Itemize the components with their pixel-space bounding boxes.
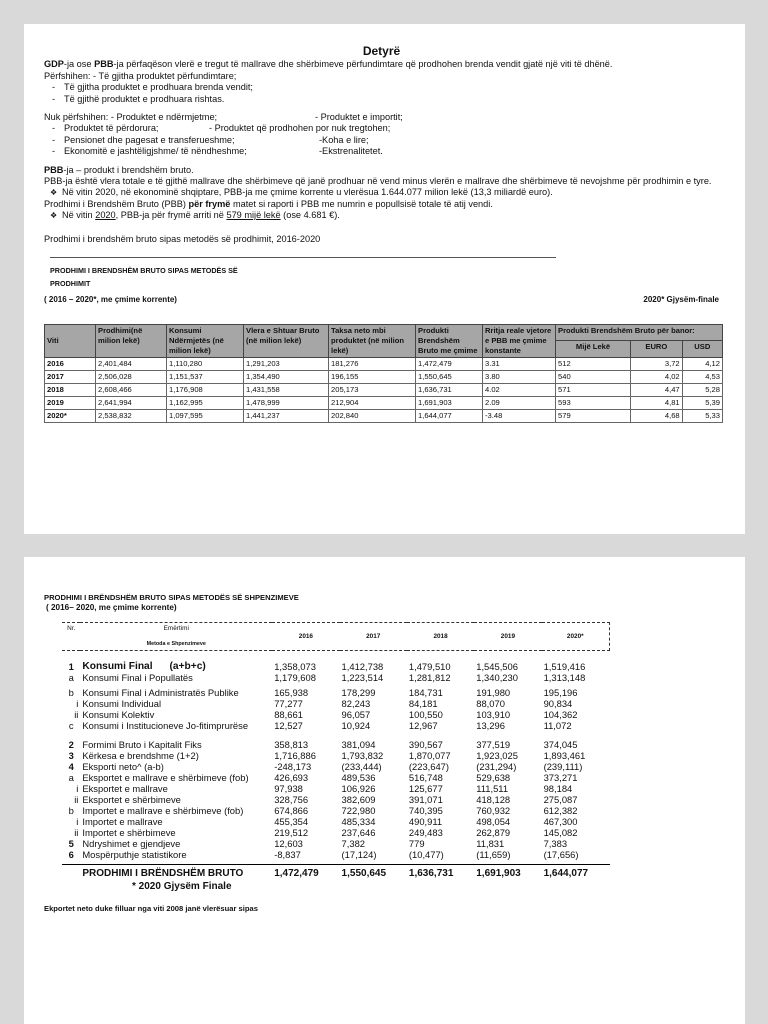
cell-value: 1,313,148 (543, 672, 586, 683)
col-header-growth: Rritja reale vjetore e PBB me çmime konstante (483, 324, 556, 357)
cell-value: 88,070 (476, 698, 505, 709)
cell-name: Eksporti neto^ (a-b) (82, 761, 164, 772)
cell-value: 219,512 (274, 827, 309, 838)
cell-value: 1,545,506 (476, 661, 518, 672)
cell-value: 96,057 (341, 709, 371, 720)
table-row (45, 357, 723, 370)
col-header-year: 2020* (542, 623, 610, 651)
cell-nr: b (68, 805, 74, 816)
cell-value: (17,656) (543, 849, 579, 860)
cell-nr: 3 (68, 750, 74, 761)
table-row (45, 370, 723, 383)
cell-value: 84,181 (408, 698, 438, 709)
cell-name: Formimi Bruto i Kapitalit Fiks (82, 739, 202, 750)
table-subheader (44, 294, 719, 305)
cell-value: 1,519,416 (543, 661, 586, 672)
cell-name: Importet e mallrave (82, 816, 163, 827)
cell-pbb: 1,550,645 (416, 370, 483, 383)
cell-value: 455,354 (274, 816, 309, 827)
table-row (62, 838, 610, 849)
table-row (62, 687, 610, 698)
cell-value: (11,659) (476, 849, 511, 860)
cell-nr: a (68, 672, 74, 683)
cell-year: 2020* (45, 409, 96, 422)
col-header-output: Prodhimi(në milion lekë) (96, 324, 167, 357)
cell-nr: 2 (68, 739, 74, 750)
cell-kons: 1,097,595 (167, 409, 244, 422)
cell-name: Konsumi Kolektiv (82, 709, 155, 720)
cell-euro: 3,72 (631, 357, 683, 370)
table-period: ( 2016 – 2020*, me çmime korrente) (44, 295, 177, 305)
cell-kons: 1,162,995 (167, 396, 244, 409)
cell-value: 1,179,608 (274, 672, 316, 683)
cell-value: 612,382 (543, 805, 578, 816)
table-row (62, 709, 610, 720)
document-page-1 (24, 24, 745, 534)
col-header-year: 2018 (407, 623, 474, 651)
cell-name: Kërkesa e brendshme (1+2) (82, 750, 199, 761)
total-row (62, 865, 610, 880)
table-row (62, 849, 610, 860)
cell-nr: 1 (68, 661, 74, 672)
cell-value: 1,281,812 (408, 672, 451, 683)
cell-taksa: 196,155 (329, 370, 416, 383)
cell-name: Konsumi Final i Administratës Publike (82, 687, 239, 698)
cell-total-value: 1,691,903 (474, 865, 541, 880)
cell-value: 377,519 (476, 739, 511, 750)
cell-value: 13,296 (476, 720, 505, 731)
cell-value: 1,923,025 (476, 750, 518, 761)
included-item: - Të gjithë produktet e prodhuara rishtas. (44, 94, 719, 105)
method-line: Prodhimi i brendshëm bruto sipas metodës së prodhimit, 2016-2020 (44, 233, 321, 244)
col-header-intermediate: Konsumi Ndërmjetës (në milion lekë) (167, 324, 244, 357)
cell-value: 740,395 (408, 805, 443, 816)
cell-usd: 5,28 (682, 383, 722, 396)
cell-value: 391,071 (408, 794, 443, 805)
cell-value: 191,980 (476, 687, 511, 698)
excluded-row: - Pensionet dhe pagesat e transferueshme; -Koha e lire; (44, 135, 719, 146)
cell-name: Mospërputhje statistikore (82, 849, 187, 860)
cell-pbb: 1,472,479 (416, 357, 483, 370)
cell-value: 88,661 (274, 709, 303, 720)
cell-rritja: -3.48 (483, 409, 556, 422)
cell-total-name: PRODHIMI I BRËNDSHËM BRUTO (80, 865, 272, 880)
cell-value: 779 (408, 838, 425, 849)
pbb-2020-stat: ❖ Në vitin 2020, në ekonominë shqiptare, PBB-ja me çmime korrente u vlerësua 1.644.077 milion lekë (13,3 miliardë euro). (44, 187, 719, 198)
cell-value: 1,893,461 (543, 750, 586, 761)
cell-value: 97,938 (274, 783, 303, 794)
cell-value: 106,926 (341, 783, 376, 794)
table-row (45, 383, 723, 396)
expenditure-method-table (62, 622, 610, 879)
table-title: PRODHIMI I BRENDSHËM BRUTO SIPAS METODËS SË (50, 266, 238, 276)
cell-value: 328,756 (274, 794, 309, 805)
cell-kons: 1,151,537 (167, 370, 244, 383)
cell-value: 390,567 (408, 739, 443, 750)
cell-value: 77,277 (274, 698, 303, 709)
table-title: PRODHIMIT (50, 279, 91, 289)
col-header-gva: Vlera e Shtuar Bruto (në milion lekë) (244, 324, 329, 357)
col-header-year: 2017 (340, 623, 407, 651)
cell-value: 529,638 (476, 772, 511, 783)
expenditure-table-title: PRODHIMI I BRËNDSHËM BRUTO SIPAS METODËS SË SHPENZIMEVE (44, 593, 299, 602)
cell-nr: 4 (68, 761, 74, 772)
cell-leke: 579 (556, 409, 631, 422)
cell-value: 373,271 (543, 772, 578, 783)
cell-usd: 4,53 (682, 370, 722, 383)
cell-value: 1,223,514 (341, 672, 384, 683)
production-method-table (44, 324, 723, 423)
cell-value: (10,477) (408, 849, 444, 860)
pbb-description: PBB-ja është vlera totale e të gjithë mallrave dhe shërbimeve që janë prodhuar në vend minus vlerën e mallrave dhe shërbimeve të nevojshme për prodhimin e tyre. (44, 176, 712, 187)
cell-value: 104,362 (543, 709, 578, 720)
cell-value: 418,128 (476, 794, 511, 805)
document-page-2 (24, 557, 745, 1024)
table-row (62, 761, 610, 772)
cell-value: 722,980 (341, 805, 376, 816)
cell-value: 11,831 (476, 838, 505, 849)
cell-value: 12,527 (274, 720, 303, 731)
page-title: Detyrë (362, 44, 401, 58)
cell-value: 249,483 (408, 827, 443, 838)
pbb-per-capita-definition: Prodhimi i Brendshëm Bruto (PBB) për frymë matet si raporti i PBB me numrin e popullsisë totale të atij vendi. (44, 198, 493, 209)
table-row (62, 772, 610, 783)
cell-value: 1,358,073 (274, 661, 316, 672)
cell-nr: ii (74, 827, 79, 838)
cell-leke: 571 (556, 383, 631, 396)
cell-nr: i (76, 816, 79, 827)
excluded-intro: Nuk përfshihen: - Produktet e ndërmjetme; - Produktet e importit; (44, 112, 403, 123)
cell-value: 11,072 (543, 720, 572, 731)
pbb-per-capita-stat: ❖ Në vitin 2020, PBB-ja për frymë arriti në 579 mijë lekë (ose 4.681 €). (44, 210, 719, 221)
gdp-definition: GDP-ja ose PBB-ja përfaqëson vlerë e tregut të mallrave dhe shërbimeve përfundimtare që prodhohen brenda vendit gjatë një viti të dhënë. (44, 59, 613, 70)
semi-final-label: 2020* Gjysëm-finale (643, 295, 719, 305)
cell-name: Eksportet e shërbimeve (82, 794, 181, 805)
cell-value: 1,412,738 (341, 661, 384, 672)
cell-value: 516,748 (408, 772, 443, 783)
pbb-definition: PBB-ja – produkt i brendshëm bruto. (44, 164, 194, 175)
cell-prod: 2,608,466 (96, 383, 167, 396)
cell-vsb: 1,291,203 (244, 357, 329, 370)
table-row (62, 794, 610, 805)
cell-value: 485,334 (341, 816, 376, 827)
col-header-taxes: Taksa neto mbi produktet (në milion lekë) (329, 324, 416, 357)
col-header-year: 2019 (474, 623, 541, 651)
cell-value: 12,967 (408, 720, 438, 731)
table-row (62, 827, 610, 838)
cell-nr: 5 (68, 838, 74, 849)
divider (50, 257, 556, 258)
cell-value: 145,082 (543, 827, 578, 838)
bottom-note: Ekportet neto duke filluar nga viti 2008 janë vlerësuar sipas (44, 904, 258, 913)
cell-taksa: 181,276 (329, 357, 416, 370)
cell-value: 82,243 (341, 698, 371, 709)
table-row (62, 783, 610, 794)
cell-vsb: 1,478,999 (244, 396, 329, 409)
cell-value: -8,837 (274, 849, 301, 860)
cell-usd: 4,12 (682, 357, 722, 370)
col-header-usd: USD (682, 341, 722, 358)
cell-value: 165,938 (274, 687, 309, 698)
cell-name: Konsumi Individual (82, 698, 162, 709)
cell-value: 178,299 (341, 687, 376, 698)
col-header-per-capita: Produkti Brendshëm Bruto për banor: (556, 324, 723, 341)
cell-rritja: 3.80 (483, 370, 556, 383)
cell-taksa: 205,173 (329, 383, 416, 396)
cell-euro: 4,81 (631, 396, 683, 409)
cell-euro: 4,47 (631, 383, 683, 396)
cell-value: 760,932 (476, 805, 511, 816)
cell-prod: 2,538,832 (96, 409, 167, 422)
cell-total-value: 1,636,731 (407, 865, 474, 880)
cell-value: 98,184 (543, 783, 573, 794)
cell-value: (233,444) (341, 761, 382, 772)
cell-nr: ii (74, 709, 79, 720)
cell-value: 381,094 (341, 739, 376, 750)
cell-euro: 4,68 (631, 409, 683, 422)
cell-kons: 1,110,280 (167, 357, 244, 370)
cell-leke: 593 (556, 396, 631, 409)
cell-name: Konsumi i Institucioneve Jo-fitimprurëse (82, 720, 249, 731)
cell-nr: b (68, 687, 74, 698)
cell-value: 1,340,230 (476, 672, 518, 683)
cell-prod: 2,506,028 (96, 370, 167, 383)
cell-value: 12,603 (274, 838, 303, 849)
cell-taksa: 202,840 (329, 409, 416, 422)
cell-vsb: 1,431,558 (244, 383, 329, 396)
cell-value: 358,813 (274, 739, 309, 750)
cell-name: Importet e mallrave e shërbimeve (fob) (82, 805, 244, 816)
cell-name: Konsumi Final i Popullatës (82, 672, 193, 683)
table-row (62, 720, 610, 731)
cell-value: 90,834 (543, 698, 573, 709)
table-row (62, 750, 610, 761)
cell-usd: 5,33 (682, 409, 722, 422)
cell-value: 1,870,077 (408, 750, 451, 761)
cell-rritja: 4.02 (483, 383, 556, 396)
cell-value: 426,693 (274, 772, 309, 783)
cell-pbb: 1,691,903 (416, 396, 483, 409)
cell-name: Eksportet e mallrave (82, 783, 168, 794)
cell-value: 1,716,886 (274, 750, 316, 761)
cell-pbb: 1,644,077 (416, 409, 483, 422)
cell-nr: 6 (68, 849, 74, 860)
included-intro: Përfshihen: - Të gjitha produktet përfundimtare; (44, 70, 237, 81)
cell-value: 7,383 (543, 838, 568, 849)
cell-value: 467,300 (543, 816, 578, 827)
cell-value: 382,609 (341, 794, 376, 805)
cell-usd: 5,39 (682, 396, 722, 409)
table-row (45, 396, 723, 409)
cell-leke: 512 (556, 357, 631, 370)
cell-value: (239,111) (543, 761, 583, 772)
cell-value: 498,054 (476, 816, 511, 827)
excluded-row: - Produktet të përdorura; - Produktet që prodhohen por nuk tregtohen; (44, 123, 719, 134)
semi-final-note: * 2020 Gjysëm Finale (132, 881, 232, 892)
cell-nr: a (68, 772, 74, 783)
cell-nr: i (76, 698, 79, 709)
col-header-name: Emërtimi Metoda e Shpenzimeve (80, 623, 272, 651)
cell-value: 10,924 (341, 720, 371, 731)
cell-value: 103,910 (476, 709, 511, 720)
cell-value: 111,511 (476, 783, 509, 794)
cell-year: 2017 (45, 370, 96, 383)
cell-value: (17,124) (341, 849, 377, 860)
cell-name: Ndryshimet e gjendjeve (82, 838, 181, 849)
cell-vsb: 1,441,237 (244, 409, 329, 422)
col-header-year: Viti (45, 324, 96, 357)
cell-name: Eksportet e mallrave e shërbimeve (fob) (82, 772, 249, 783)
cell-value: 1,793,832 (341, 750, 384, 761)
cell-nr: i (76, 783, 79, 794)
cell-prod: 2,641,994 (96, 396, 167, 409)
cell-name: Importet e shërbimeve (82, 827, 176, 838)
cell-vsb: 1,354,490 (244, 370, 329, 383)
cell-value: -248,173 (274, 761, 312, 772)
cell-value: 1,479,510 (408, 661, 451, 672)
excluded-row: - Ekonomitë e jashtëligjshme/ të nëndheshme; -Ekstrenalitetet. (44, 146, 719, 157)
cell-value: 490,911 (408, 816, 443, 827)
cell-name: Konsumi Final (a+b+c) (82, 661, 206, 672)
table-row (62, 816, 610, 827)
table-row (62, 698, 610, 709)
cell-value: 100,550 (408, 709, 443, 720)
col-header-thousand-lek: Mijë Lekë (556, 341, 631, 358)
cell-nr: c (68, 720, 74, 731)
cell-nr: ii (74, 794, 79, 805)
cell-value: 374,045 (543, 739, 578, 750)
col-header-year: 2016 (272, 623, 339, 651)
cell-rritja: 3.31 (483, 357, 556, 370)
cell-value: 184,731 (408, 687, 443, 698)
cell-pbb: 1,636,731 (416, 383, 483, 396)
table-row (62, 672, 610, 683)
cell-value: 674,866 (274, 805, 309, 816)
col-header-euro: EURO (631, 341, 683, 358)
table-row (62, 805, 610, 816)
cell-value: 7,382 (341, 838, 366, 849)
cell-kons: 1,176,908 (167, 383, 244, 396)
col-header-gdp: Produkti Brendshëm Bruto me çmime (416, 324, 483, 357)
table-row (45, 409, 723, 422)
cell-value: 275,087 (543, 794, 578, 805)
included-item: - Të gjitha produktet e prodhuara brenda vendit; (44, 82, 719, 93)
expenditure-table-period: ( 2016– 2020, me çmime korrente) (46, 603, 177, 612)
cell-value: 125,677 (408, 783, 443, 794)
cell-year: 2016 (45, 357, 96, 370)
cell-year: 2018 (45, 383, 96, 396)
table-row (62, 739, 610, 750)
cell-euro: 4,02 (631, 370, 683, 383)
cell-taksa: 212,904 (329, 396, 416, 409)
cell-prod: 2,401,484 (96, 357, 167, 370)
cell-value: (231,294) (476, 761, 517, 772)
cell-total-value: 1,472,479 (272, 865, 339, 880)
cell-value: (223,647) (408, 761, 450, 772)
table-row (62, 661, 610, 672)
cell-value: 262,879 (476, 827, 511, 838)
cell-leke: 540 (556, 370, 631, 383)
cell-total-value: 1,550,645 (340, 865, 407, 880)
cell-value: 195,196 (543, 687, 578, 698)
cell-value: 237,646 (341, 827, 376, 838)
cell-value: 489,536 (341, 772, 376, 783)
cell-rritja: 2.09 (483, 396, 556, 409)
cell-total-value: 1,644,077 (542, 865, 610, 880)
cell-year: 2019 (45, 396, 96, 409)
col-header-nr: Nr. (62, 623, 80, 651)
